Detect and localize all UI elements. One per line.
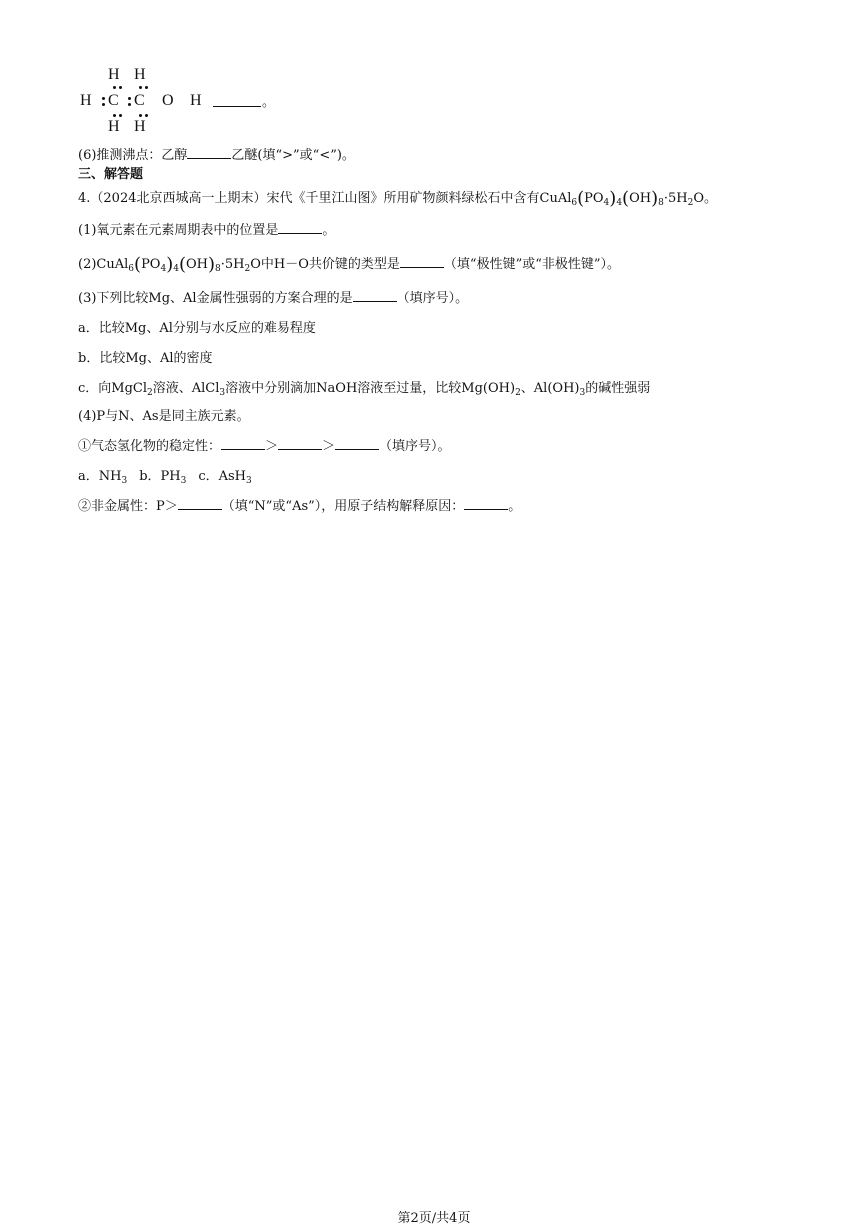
question-4-4-2: [78, 498, 521, 516]
question-4-3: [78, 290, 468, 308]
q4-4-2-text: （填“N”或“As”），用原子结构解释原因：: [221, 499, 465, 514]
greater-than: ＞: [265, 439, 279, 454]
lewis-atom-c: C: [108, 92, 119, 109]
lewis-atom-h: H: [134, 66, 146, 83]
q6-text: 乙醚(填“>”或“<”)。: [231, 148, 355, 163]
lewis-structure: [78, 64, 298, 138]
question-6: [78, 147, 355, 165]
formula-sub: 3: [579, 388, 586, 398]
paren: ): [651, 188, 659, 209]
electron-dot: [113, 86, 116, 89]
q4-2-text: 中H－O共价键的类型是: [260, 257, 400, 272]
question-4-2: [78, 256, 620, 274]
option-a: a．NH: [78, 469, 122, 484]
paren: ): [609, 188, 617, 209]
lewis-atom-h: H: [108, 66, 120, 83]
formula-sub: 8: [658, 198, 664, 208]
answer-blank[interactable]: [221, 438, 265, 450]
lewis-atom-c: C: [134, 92, 145, 109]
formula-part: OH: [629, 191, 652, 206]
option-c: [78, 380, 650, 398]
option-c: c．AsH: [198, 469, 247, 484]
formula-sub: 4: [616, 198, 623, 208]
answer-blank[interactable]: [353, 290, 397, 302]
electron-dot: [139, 114, 142, 117]
option-c-text: 溶液中分别滴加NaOH溶液至过量，比较Mg(OH): [225, 381, 516, 396]
formula-sub: 6: [128, 264, 135, 274]
formula-sub: 2: [687, 198, 694, 208]
answer-blank[interactable]: [278, 438, 322, 450]
formula-part: CuAl: [96, 257, 129, 272]
formula-part: O: [693, 191, 704, 206]
electron-dot: [145, 86, 148, 89]
formula-sub: 6: [571, 198, 578, 208]
paren: ): [166, 254, 174, 275]
q4-2-number: (2): [78, 257, 97, 272]
lewis-atom-o: O: [162, 92, 174, 109]
option-c-text: c．向MgCl: [78, 381, 148, 396]
option-a: a．比较Mg、Al分别与水反应的难易程度: [78, 321, 316, 336]
answer-blank[interactable]: [213, 95, 261, 107]
electron-dot: [119, 86, 122, 89]
option-c-text: 的碱性强弱: [585, 381, 651, 396]
answer-blank[interactable]: [178, 498, 222, 510]
period-mark: 。: [322, 223, 336, 238]
option-b: b．比较Mg、Al的密度: [78, 351, 213, 366]
q4-4-1-text: （填序号）。: [379, 439, 451, 454]
period-mark: 。: [508, 499, 522, 514]
answer-blank[interactable]: [400, 256, 444, 268]
formula-sub: 2: [515, 388, 521, 398]
period-mark: 。: [262, 94, 276, 109]
section-title: 三、解答题: [78, 167, 144, 182]
formula-part: CuAl: [539, 191, 572, 206]
lewis-atom-h: H: [190, 92, 202, 109]
paren: (: [577, 188, 585, 209]
answer-blank[interactable]: [278, 222, 322, 234]
answer-blank[interactable]: [464, 498, 508, 510]
formula-part: PO: [141, 257, 161, 272]
formula-part: ·5H: [220, 257, 245, 272]
formula-part: OH: [186, 257, 208, 272]
electron-dot: [139, 86, 142, 89]
question-4-1: [78, 222, 335, 240]
electron-dot: [113, 114, 116, 117]
chemical-formula: [96, 254, 261, 275]
formula-sub: 4: [603, 198, 610, 208]
question-4-4: (4)P与N、As是同主族元素。: [78, 409, 250, 424]
formula-part: ·5H: [663, 191, 688, 206]
formula-sub: 8: [215, 264, 221, 274]
paren: (: [134, 254, 142, 275]
chemical-formula: [539, 188, 705, 209]
q6-text: (6)推测沸点：乙醇: [78, 148, 188, 163]
formula-sub: 3: [121, 476, 128, 486]
answer-blank[interactable]: [335, 438, 379, 450]
question-4-4-options: [78, 468, 252, 486]
electron-dot: [145, 114, 148, 117]
lewis-atom-h: H: [108, 118, 120, 135]
formula-sub: 2: [147, 388, 153, 398]
formula-part: PO: [584, 191, 604, 206]
formula-sub: 4: [160, 264, 167, 274]
q4-2-text: （填“极性键”或“非极性键”）。: [443, 257, 621, 272]
q4-4-1-text: ①气态氢化物的稳定性：: [78, 439, 222, 454]
formula-sub: 3: [219, 388, 226, 398]
formula-part: O: [250, 257, 261, 272]
paren: ): [208, 254, 216, 275]
option-c-text: 溶液、AlCl: [152, 381, 220, 396]
electron-dot: [119, 114, 122, 117]
page-footer: 第2页/共4页: [397, 1211, 471, 1226]
question-4-stem: [78, 190, 717, 208]
q4-4-2-text: ②非金属性：P＞: [78, 499, 178, 514]
paren: (: [178, 254, 186, 275]
formula-sub: 4: [173, 264, 179, 274]
formula-sub: 3: [180, 476, 187, 486]
option-c-text: 、Al(OH): [520, 381, 580, 396]
electron-dot: [128, 103, 131, 106]
electron-dot: [102, 97, 105, 100]
question-4-4-1: [78, 438, 451, 456]
electron-dot: [128, 97, 131, 100]
electron-dot: [102, 103, 105, 106]
formula-sub: 2: [244, 264, 251, 274]
paren: (: [622, 188, 630, 209]
greater-than: ＞: [322, 439, 336, 454]
lewis-atom-h: H: [80, 92, 92, 109]
formula-sub: 3: [246, 476, 252, 486]
q4-3-text: （填序号）。: [396, 291, 469, 306]
q4-3-text: (3)下列比较Mg、Al金属性强弱的方案合理的是: [78, 291, 353, 306]
period-mark: 。: [704, 191, 718, 206]
q4-1-text: (1)氧元素在元素周期表中的位置是: [78, 223, 279, 238]
lewis-atom-h: H: [134, 118, 146, 135]
answer-blank[interactable]: [187, 147, 231, 159]
q4-stem-text: 4.（2024北京西城高一上期末）宋代《千里江山图》所用矿物颜料绿松石中含有: [78, 191, 540, 206]
option-b: b．PH: [139, 469, 181, 484]
